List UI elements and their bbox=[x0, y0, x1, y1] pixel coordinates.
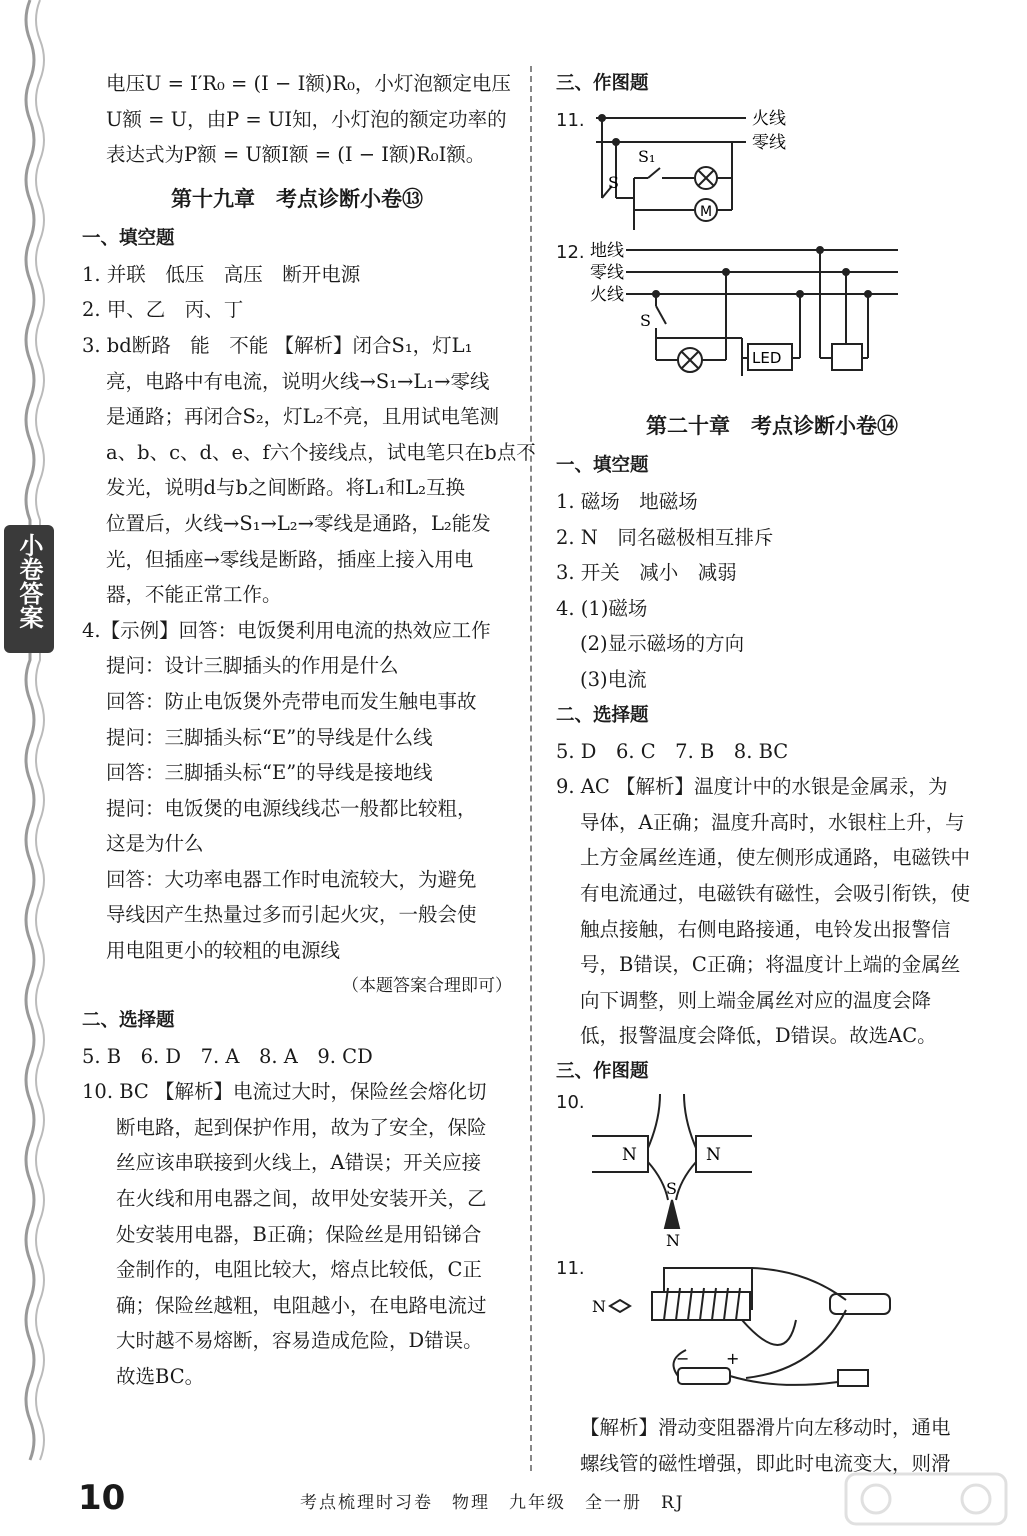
neutral-wire-label: 零线 bbox=[590, 263, 624, 283]
section-heading: 二、选择题 bbox=[556, 704, 649, 726]
circuit-diagram-11 bbox=[556, 102, 988, 230]
answer-line: 2. N 同名磁极相互排斥 bbox=[556, 525, 774, 549]
figure-number: 12. bbox=[556, 242, 585, 263]
answer-line: 1. 并联 低压 高压 断开电源 bbox=[82, 262, 361, 286]
switch-s-label: S bbox=[608, 173, 619, 192]
solenoid-diagram-11 bbox=[556, 1250, 988, 1410]
answer-line: 导线因产生热量过多而引起火灾，一般会使 bbox=[106, 903, 477, 927]
answer-line: 5. D 6. C 7. B 8. BC bbox=[556, 739, 789, 763]
answer-line: 3. 开关 减小 减弱 bbox=[556, 561, 737, 585]
section-heading: 一、填空题 bbox=[556, 455, 649, 476]
answer-line: 亮，电路中有电流，说明火线→S₁→L₁→零线 bbox=[106, 369, 490, 393]
answer-line: 【解析】滑动变阻器滑片向左移动时，通电 bbox=[580, 1415, 951, 1439]
answer-line: 丝应该串联接到火线上，A错误；开关应接 bbox=[116, 1151, 482, 1175]
right-column bbox=[556, 66, 988, 1481]
answer-line: 位置后，火线→S₁→L₂→零线是通路，L₂能发 bbox=[106, 511, 491, 535]
answer-line: 10. BC 【解析】电流过大时，保险丝会熔化切 bbox=[82, 1080, 487, 1104]
answer-line: 器，不能正常工作。 bbox=[106, 583, 282, 607]
led-label: LED bbox=[752, 349, 782, 367]
answer-line: 用电阻更小的较粗的电源线 bbox=[106, 939, 341, 963]
answer-line: 4.【示例】回答：电饭煲利用电流的热效应工作 bbox=[82, 618, 491, 642]
text-line: U额 = U，由P = UI知，小灯泡的额定功率的 bbox=[106, 107, 507, 131]
answer-line: 3. bd断路 能 不能 【解析】闭合S₁，灯L₁ bbox=[82, 333, 473, 357]
answer-line: 提问：设计三脚插头的作用是什么 bbox=[106, 654, 399, 678]
answer-line: 大时越不易熔断，容易造成危险，D错误。 bbox=[116, 1329, 483, 1353]
side-tab bbox=[4, 525, 54, 653]
neutral-wire-label: 零线 bbox=[752, 133, 786, 153]
text-line: 电压U = I′R₀ = (I − I额)R₀，小灯泡额定电压 bbox=[106, 72, 511, 95]
chapter-title: 第二十章 考点诊断小卷⑭ bbox=[646, 414, 898, 438]
answer-line: 向下调整，则上端金属丝对应的温度会降 bbox=[580, 988, 932, 1012]
magnet-10-drawing bbox=[556, 1090, 988, 1250]
answer-line: (2)显示磁场的方向 bbox=[580, 632, 745, 656]
answer-line: 这是为什么 bbox=[106, 832, 204, 856]
needle-n-label: N bbox=[666, 1230, 680, 1250]
watermark-logo bbox=[836, 1466, 1016, 1532]
answer-note: （本题答案合理即可） bbox=[342, 975, 512, 996]
section-heading: 三、作图题 bbox=[556, 73, 649, 94]
answer-line: 故选BC。 bbox=[116, 1365, 205, 1388]
figure-number: 11. bbox=[556, 1257, 585, 1279]
answer-line: a、b、c、d、e、f六个接线点，试电笔只在b点不 bbox=[106, 440, 536, 464]
answer-line: 确；保险丝越粗，电阻越小，在电路电流过 bbox=[116, 1293, 487, 1317]
page-number: 10 bbox=[78, 1478, 126, 1518]
answer-line: 号，B错误，C正确；将温度计上端的金属丝 bbox=[580, 953, 961, 977]
answer-line: 有电流通过，电磁铁有磁性，会吸引衔铁，使 bbox=[580, 881, 971, 905]
answer-line: 是通路；再闭合S₂，灯L₂不亮，且用试电笔测 bbox=[106, 405, 499, 429]
side-tab-label: 小卷答案 bbox=[15, 533, 43, 629]
decorative-frame bbox=[0, 0, 60, 1536]
answer-line: 1. 磁场 地磁场 bbox=[556, 490, 698, 513]
motor-label: M bbox=[700, 204, 713, 220]
answer-line: 光，但插座→零线是断路，插座上接入用电 bbox=[106, 547, 474, 571]
answer-line: 断电路，起到保护作用，故为了安全，保险 bbox=[116, 1115, 487, 1139]
magnet-right-n-label: N bbox=[706, 1144, 721, 1165]
answer-line: 处安装用电器，B正确；保险丝是用铅锑合 bbox=[116, 1222, 482, 1246]
answer-line: 2. 甲、乙 丙、丁 bbox=[82, 298, 244, 322]
ground-wire-label: 地线 bbox=[590, 241, 624, 261]
battery-minus-label: − bbox=[676, 1348, 690, 1368]
text-line: 表达式为P额 = U额I额 = (I − I额)R₀I额。 bbox=[106, 143, 486, 167]
magnet-diagram-10 bbox=[556, 1090, 988, 1250]
answer-line: 回答：防止电饭煲外壳带电而发生触电事故 bbox=[106, 689, 477, 713]
pole-n-label: N bbox=[592, 1296, 606, 1316]
answer-line: 金制作的，电阻比较大，熔点比较低，C正 bbox=[116, 1258, 482, 1282]
answer-line: (3)电流 bbox=[580, 667, 647, 691]
answer-line: 发光，说明d与b之间断路。将L₁和L₂互换 bbox=[106, 476, 465, 500]
answer-line: 回答：大功率电器工作时电流较大，为避免 bbox=[106, 867, 477, 891]
section-heading: 二、选择题 bbox=[82, 1009, 175, 1031]
live-wire-label: 火线 bbox=[752, 109, 786, 129]
column-divider bbox=[530, 66, 532, 1471]
answer-line: 上方金属丝连通，使左侧形成通路，电磁铁中 bbox=[580, 846, 971, 870]
answer-line: 回答：三脚插头标“E”的导线是接地线 bbox=[106, 761, 433, 785]
book-title: 考点梳理时习卷 物理 九年级 全一册 RJ bbox=[300, 1493, 685, 1513]
answer-line: 5. B 6. D 7. A 8. A 9. CD bbox=[82, 1044, 373, 1068]
switch-s1-label: S₁ bbox=[638, 147, 656, 166]
figure-number: 10. bbox=[556, 1091, 585, 1113]
answer-line: 9. AC 【解析】温度计中的水银是金属汞，为 bbox=[556, 775, 948, 799]
answer-line: 在火线和用电器之间，故甲处安装开关，乙 bbox=[116, 1187, 487, 1211]
answer-line: 提问：电饭煲的电源线线芯一般都比较粗， bbox=[106, 796, 477, 820]
answer-line: 触点接触，右侧电路接通，电铃发出报警信 bbox=[580, 917, 951, 941]
answer-line: 4. (1)磁场 bbox=[556, 596, 648, 620]
circuit-diagram-12 bbox=[556, 238, 988, 386]
figure-number: 11. bbox=[556, 110, 585, 131]
circuit-12-drawing bbox=[556, 238, 988, 386]
magnet-left-n-label: N bbox=[622, 1144, 637, 1165]
switch-s-label: S bbox=[640, 311, 651, 330]
chapter-title: 第十九章 考点诊断小卷⑬ bbox=[171, 186, 423, 211]
live-wire-label: 火线 bbox=[590, 285, 624, 305]
section-heading: 一、填空题 bbox=[82, 227, 175, 249]
answer-line: 导体，A正确；温度升高时，水银柱上升，与 bbox=[580, 810, 965, 834]
answer-line: 提问：三脚插头标“E”的导线是什么线 bbox=[106, 725, 433, 749]
left-column bbox=[82, 66, 536, 1395]
needle-s-label: S bbox=[666, 1178, 677, 1198]
answer-line: 螺线管的磁性增强，即此时电流变大，则滑 bbox=[580, 1451, 951, 1475]
circuit-11-drawing bbox=[556, 102, 988, 230]
section-heading: 三、作图题 bbox=[556, 1060, 649, 1082]
battery-plus-label: + bbox=[726, 1348, 740, 1368]
solenoid-11-drawing bbox=[556, 1250, 988, 1410]
answer-line: 低，报警温度会降低，D错误。故选AC。 bbox=[580, 1024, 937, 1048]
